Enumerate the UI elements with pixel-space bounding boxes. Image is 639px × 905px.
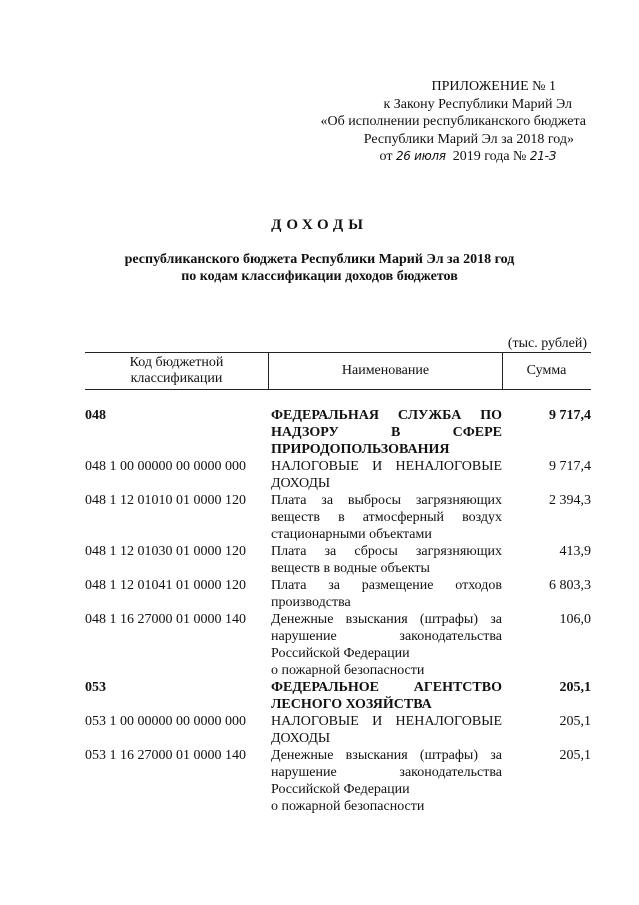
table-header: [85, 352, 591, 390]
row-sum: 205,1: [559, 680, 591, 695]
row-name-part: НАЛОГОВЫЕ И НЕНАЛОГОВЫЕ ДОХОДЫ: [271, 459, 502, 491]
row-name-part: Плата за размещение отходов производства: [271, 578, 502, 610]
row-sum: 9 717,4: [549, 459, 591, 474]
appendix-block: [226, 78, 586, 166]
row-name-part: Денежные взыскания (штрафы) за нарушение законодательства Российской Федерации: [271, 748, 502, 797]
row-name-part: ФЕДЕРАЛЬНОЕ АГЕНТСТВО ЛЕСНОГО ХОЗЯЙСТВА: [271, 680, 502, 712]
appendix-law-name-cont: Республики Марий Эл за 2018 год»: [363, 131, 574, 147]
row-code: 048 1 12 01041 01 0000 120: [85, 578, 246, 593]
row-sum: 106,0: [559, 612, 591, 627]
row-sum: 6 803,3: [549, 578, 591, 593]
appendix-date-line: [226, 148, 586, 166]
row-code: 048 1 12 01010 01 0000 120: [85, 493, 246, 508]
row-sum: 2 394,3: [549, 493, 591, 508]
subtitle-line-1: республиканского бюджета Республики Марий Эл за 2018 год: [124, 252, 515, 267]
header-sum: Сумма: [526, 363, 567, 378]
law-number: 21-З: [529, 149, 556, 163]
header-name: Наименование: [268, 353, 503, 389]
table-row: [85, 611, 591, 679]
table-row: [85, 492, 591, 543]
row-name-part: о пожарной безопасности: [271, 663, 425, 678]
row-code: 048 1 12 01030 01 0000 120: [85, 544, 246, 559]
row-sum: 9 717,4: [549, 408, 591, 423]
row-name: [271, 679, 502, 713]
row-sum: 413,9: [559, 544, 591, 559]
row-name: [271, 713, 502, 747]
row-name-part: о пожарной безопасности: [271, 799, 425, 814]
document-subtitle: [0, 251, 639, 285]
row-code: 053 1 00 00000 00 0000 000: [85, 714, 246, 729]
row-name: [271, 747, 502, 815]
table-row: [85, 577, 591, 611]
table-row: [85, 747, 591, 815]
row-name: [271, 543, 502, 577]
row-code: 053: [85, 680, 106, 695]
row-name: [271, 407, 502, 458]
units-note: (тыс. рублей): [507, 336, 587, 351]
table-row: [85, 407, 591, 458]
subtitle-line-2: по кодам классификации доходов бюджетов: [181, 269, 458, 284]
table-row: [85, 458, 591, 492]
date-day: 26: [395, 149, 411, 163]
row-name-part: Денежные взыскания (штрафы) за нарушение законодательства Российской Федерации: [271, 612, 502, 661]
row-name: [271, 611, 502, 679]
appendix-title: ПРИЛОЖЕНИЕ № 1: [431, 79, 556, 94]
table-body: [85, 407, 591, 815]
row-name: [271, 492, 502, 543]
row-sum: 205,1: [559, 748, 591, 763]
row-code: 048: [85, 408, 106, 423]
row-code: 048 1 00 00000 00 0000 000: [85, 459, 246, 474]
row-name-part: Плата за сбросы загрязняющих веществ в водные объекты: [271, 544, 502, 576]
row-code: 048 1 16 27000 01 0000 140: [85, 612, 246, 627]
date-prefix: от: [379, 149, 393, 164]
appendix-law-ref: к Закону Республики Марий Эл: [383, 96, 572, 112]
date-year: 2019 года №: [452, 149, 527, 164]
row-code: 053 1 16 27000 01 0000 140: [85, 748, 246, 763]
document-title: ДОХОДЫ: [271, 217, 368, 233]
header-code-label: Код бюджетной классификации: [129, 355, 224, 386]
row-name: [271, 458, 502, 492]
row-name-part: НАЛОГОВЫЕ И НЕНАЛОГОВЫЕ ДОХОДЫ: [271, 714, 502, 746]
table-row: [85, 679, 591, 713]
date-month: июля: [414, 149, 446, 163]
row-name-part: ФЕДЕРАЛЬНАЯ СЛУЖБА ПО НАДЗОРУ В СФЕРЕ ПРИРОДОПОЛЬЗОВАНИЯ: [271, 408, 502, 457]
row-name-part: Плата за выбросы загрязняющих веществ в атмосферный воздух стационарными объектами: [271, 493, 502, 542]
table-row: [85, 713, 591, 747]
table-row: [85, 543, 591, 577]
appendix-law-name: «Об исполнении республиканского бюджета: [320, 114, 586, 129]
row-name: [271, 577, 502, 611]
row-sum: 205,1: [559, 714, 591, 729]
header-code: [85, 353, 268, 389]
